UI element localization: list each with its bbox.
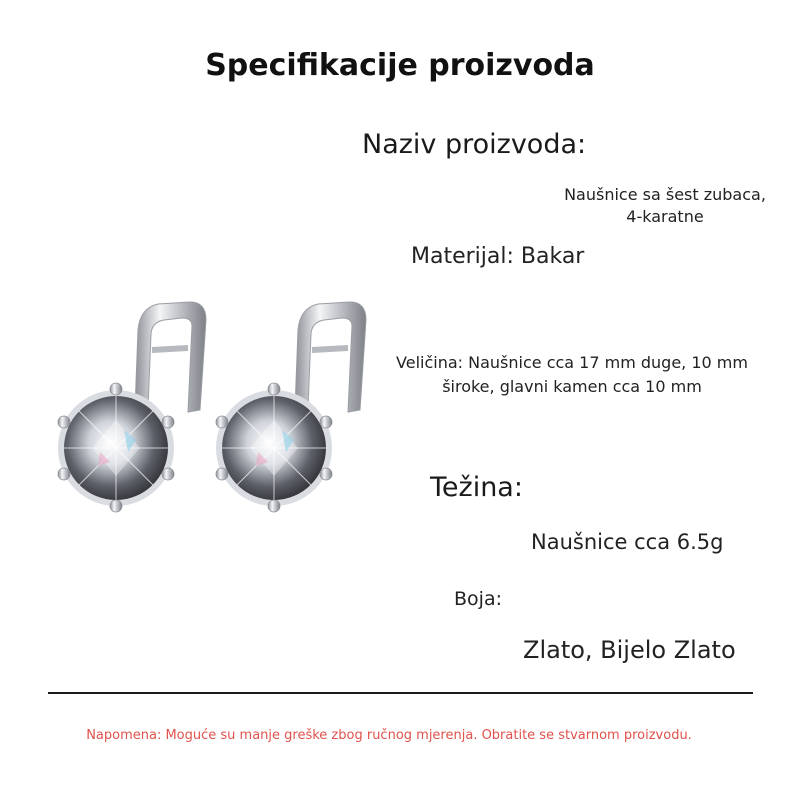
weight-label: Težina: [430,472,523,503]
page-title: Specifikacije proizvoda [205,48,595,83]
measurement-note: Napomena: Moguće su manje greške zbog ručnog mjerenja. Obratite se stvarnom proizvodu. [86,728,692,743]
right-earring [216,302,366,512]
color-value: Zlato, Bijelo Zlato [523,636,736,664]
color-label: Boja: [454,588,502,610]
size-spec: Veličina: Naušnice cca 17 mm duge, 10 mm široke, glavni kamen cca 10 mm [396,353,748,396]
left-earring [58,302,206,512]
divider [48,692,753,694]
product-name-label: Naziv proizvoda: [362,129,587,160]
weight-value: Naušnice cca 6.5g [531,530,724,554]
product-name-value: Naušnice sa šest zubaca, 4-karatne [564,185,766,226]
earrings-product-photo [40,290,370,520]
material-spec: Materijal: Bakar [411,244,585,269]
